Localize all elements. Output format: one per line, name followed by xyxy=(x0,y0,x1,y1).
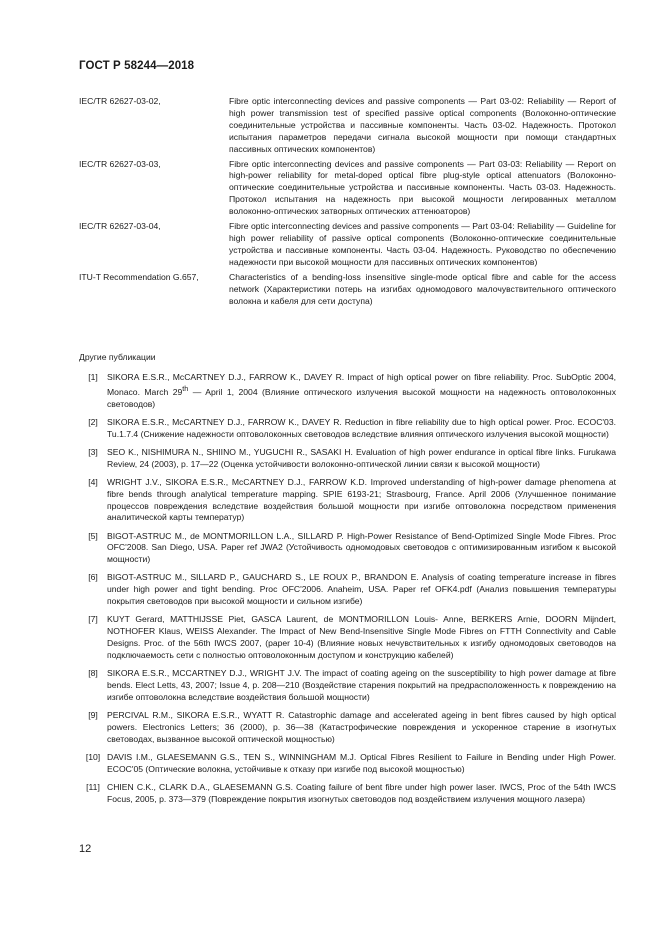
standard-description: Fibre optic interconnecting devices and passive components — Part 03-02: Reliability — Report of high power transmission test of specified passive optical components (Волоконно-оптические соединительные устройства и пассивные компоненты. Часть 03-02. Надежность. Протокол испытания параметров передачи сигнала высокой мощности при помощи стандартных пассивных оптических компонентов) xyxy=(229,96,616,154)
standards-list xyxy=(79,96,616,310)
bibliography-entry xyxy=(79,417,616,441)
reference-number: [5] xyxy=(88,530,98,541)
standard-description: Fibre optic interconnecting devices and passive components — Part 03-04: Reliability — Guideline for high power reliability of passive optical components (Волоконно-оптические соединительные устройства и пассивные компоненты. Часть 03-04. Надежность. Руководство по обеспечению надежности при высокой мощности для пассивных оптических компонентов) xyxy=(229,221,616,267)
bibliography-entry xyxy=(79,614,616,662)
bibliography-entry xyxy=(79,572,616,608)
reference-number: [3] xyxy=(88,446,98,457)
bibliography-entry xyxy=(79,372,616,411)
bibliography-entry xyxy=(79,531,616,567)
bibliography-entry xyxy=(79,710,616,746)
reference-text: BIGOT-ASTRUC M., SILLARD P., GAUCHARD S., LE ROUX P., BRANDON E. Analysis of coating temperature increase in fibres under high power and tight bending. Proc OFC'2006. Anaheim, USA. Paper ref OFK4.pdf (Анализ повышения температуры покрытия световодов при высокой мощности и сильном изгибе) xyxy=(107,572,616,607)
standard-code: IEC/TR 62627-03-04, xyxy=(79,221,161,232)
reference-text: WRIGHT J.V., SIKORA E.S.R., McCARTNEY D.J., FARROW K.D. Improved understanding of high-power damage phenomena at fibre bends through analytical temperature mapping. SPIE 6193-21; Strasbourg, France. April 2006 (Улучшенное понимание процессов повреждения вследствие воздействия большой мощности при изгибе оптоволокна посредством применения аналитической карты температур) xyxy=(107,476,616,523)
reference-number: [4] xyxy=(88,476,98,487)
standard-description: Fibre optic interconnecting devices and passive components — Part 03-03: Reliability — Report on high-power reliability for metal-doped optical fibre plug-style optical attenuators (Волоконно-оптические соединительные устройства и пассивные компоненты. Часть 03-03. Надежность. Протокол испытания на надежность при высокой мощности легированных металлом волоконно-оптических затворных оптических аттенюаторов) xyxy=(229,158,616,217)
page-number: 12 xyxy=(79,843,92,855)
reference-number: [2] xyxy=(88,416,98,427)
reference-text: SIKORA E.S.R., MCCARTNEY D.J., WRIGHT J.V. The impact of coating ageing on the susceptibility to high power damage at fibre bends. Elect Letts, 43, 2007; Issue 4, p. 208—210 (Воздействие старения покрытий на предрасположенность к повреждению на изгибе оптоволокна вследствие воздействия большой мощности) xyxy=(107,668,616,703)
bibliography-entry xyxy=(79,477,616,525)
standard-entry xyxy=(79,272,616,308)
reference-text: SEO K., NISHIMURA N., SHIINO M., YUGUCHI R., SASAKI H. Evaluation of high power endurance in optical fibre links. Furukawa Review, 24 (2003), p. 17—22 (Оценка устойчивости волоконно-оптической линии связи к высокой мощности) xyxy=(107,446,616,469)
bibliography-list xyxy=(79,372,616,812)
reference-number: [11] xyxy=(86,782,100,793)
reference-text: PERCIVAL R.M., SIKORA E.S.R., WYATT R. Catastrophic damage and accelerated ageing in bent fibres caused by high optical powers. Electronics Letters; 36 (2000), p. 36—38 (Катастрофические повреждения и ускоренное старение в изогнутых световодах, вызванное высокой оптической мощностью) xyxy=(107,710,616,744)
reference-number: [8] xyxy=(88,668,98,679)
reference-number: [10] xyxy=(85,752,101,763)
bibliography-entry xyxy=(79,752,616,776)
reference-text: DAVIS I.M., GLAESEMANN G.S., TEN S., WINNINGHAM M.J. Optical Fibres Resilient to Failure in Bending under High Power. ECOC'05 (Оптические волокна, устойчивые к отказу при изгибе под высокой мощностью) xyxy=(107,752,616,774)
document-header: ГОСТ Р 58244—2018 xyxy=(79,60,195,72)
reference-text: CHIEN C.K., CLARK D.A., GLAESEMANN G.S. Coating failure of bent fibre under high power laser. IWCS, Proc of the 54th IWCS Focus, 2005, p. 373—379 (Повреждение покрытия изогнутых световодов под воздействием излучения мощного лазера) xyxy=(107,782,616,804)
reference-text: BIGOT-ASTRUC M., de MONTMORILLON L.A., SILLARD P. High-Power Resistance of Bend-Optimized Single Mode Fibres. Proc OFC'2008. San Diego, USA. Paper ref JWA2 (Устойчивость одномодовых световодов с оптимизированным изгибом к высокой мощности) xyxy=(107,530,616,565)
reference-text-part: — April 1, 2004 (Влияние оптического излучения высокой мощности на надежность оптоволоконных световодов) xyxy=(107,386,616,409)
standard-entry xyxy=(79,221,616,269)
reference-text: SIKORA E.S.R., McCARTNEY D.J., FARROW K., DAVEY R. Reduction in fibre reliability due to high optical power. Proc. ECOC'03. Tu.1.7.4 (Снижение надежности оптоволоконных световодов вследствие влияния оптического излучения высокой мощности) xyxy=(107,416,616,439)
other-publications-heading: Другие публикации xyxy=(79,352,156,362)
standard-entry xyxy=(79,159,616,219)
reference-number: [9] xyxy=(88,710,98,721)
reference-number: [6] xyxy=(88,572,98,583)
reference-text: KUYT Gerard, MATTHIJSSE Piet, GASCA Laurent, de MONTMORILLON Louis- Anne, BERKERS Arnie, DOORN Mijndert, NOTHOFER Klaus, WEISS Alexander. The Impact of New Bend-Insensitive Single Mode Fibres on FTTH Connectivity and Cable Designs. Proc. of the 56th IWCS 2007, (paper 10-4) (Влияние новых нечувствительных к изгибу одномодовых световодов на подключаемость сети с полностью оптоволоконным доступом и конструкцию кабелей) xyxy=(107,614,616,661)
bibliography-entry xyxy=(79,782,616,806)
standard-code: IEC/TR 62627-03-02, xyxy=(79,96,161,106)
standard-code: IEC/TR 62627-03-03, xyxy=(79,158,161,169)
standard-description: Characteristics of a bending-loss insensitive single-mode optical fibre and cable for the access network (Характеристики потерь на изгибах одномодового малочувствительного оптического волокна и кабеля для сети доступа) xyxy=(229,271,616,306)
standard-entry xyxy=(79,96,616,156)
ordinal-superscript: th xyxy=(182,384,189,393)
standard-code: ITU-T Recommendation G.657, xyxy=(79,271,199,282)
reference-text-part: SIKORA E.S.R., McCARTNEY D.J., FARROW K., DAVEY R. Impact of high optical power on fibre reliability. Proc. SubOptic 2004, Monaco. March 29 xyxy=(107,372,616,397)
bibliography-entry xyxy=(79,668,616,704)
bibliography-entry xyxy=(79,447,616,471)
reference-number: [1] xyxy=(88,372,98,382)
reference-number: [7] xyxy=(88,614,98,625)
reference-text xyxy=(107,372,616,411)
